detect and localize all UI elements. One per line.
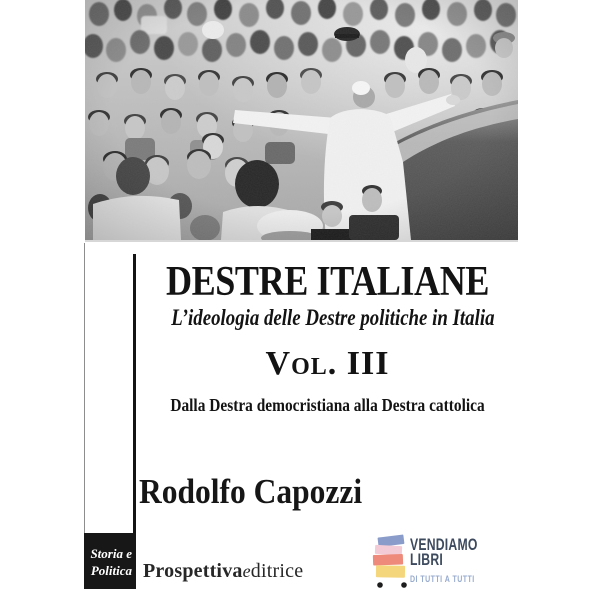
photo-bottom-edge xyxy=(85,240,518,242)
book-yellow xyxy=(376,565,405,578)
publisher-name-rest: ditrice xyxy=(250,560,304,582)
book-title: DESTRE ITALIANE xyxy=(165,259,490,305)
title-block xyxy=(137,261,518,416)
vendor-badge xyxy=(370,531,505,593)
book-subtitle: L’ideologia delle Destre politiche in Italia xyxy=(171,304,495,330)
vendor-text xyxy=(410,538,501,584)
series-badge xyxy=(84,533,136,589)
cart-wheel-right xyxy=(401,582,407,588)
cart-wheel-left xyxy=(377,582,383,588)
volume-subtitle: Dalla Destra democristiana alla Destra cattolica xyxy=(170,394,485,415)
vendor-name-line2: LIBRI xyxy=(410,551,443,569)
vendor-tagline: DI TUTTI A TUTTI xyxy=(410,574,475,584)
crowd-photo xyxy=(85,0,518,240)
book-pink xyxy=(375,545,402,555)
crowd-photo-illustration xyxy=(85,0,518,240)
series-badge-line1: Storia e xyxy=(90,546,132,561)
vertical-rule-gray xyxy=(84,243,85,533)
series-badge-line2: Politica xyxy=(90,563,132,578)
vendor-name-line1: VENDIAMO xyxy=(410,536,478,554)
author-name: Rodolfo Capozzi xyxy=(139,472,363,511)
publisher-name-bold: Prospettiva xyxy=(143,560,243,582)
publisher-logotype xyxy=(143,560,303,583)
publisher-name-italic-e: e xyxy=(242,561,251,581)
book-coral xyxy=(373,554,403,566)
volume-label: Vol. III xyxy=(265,345,390,383)
